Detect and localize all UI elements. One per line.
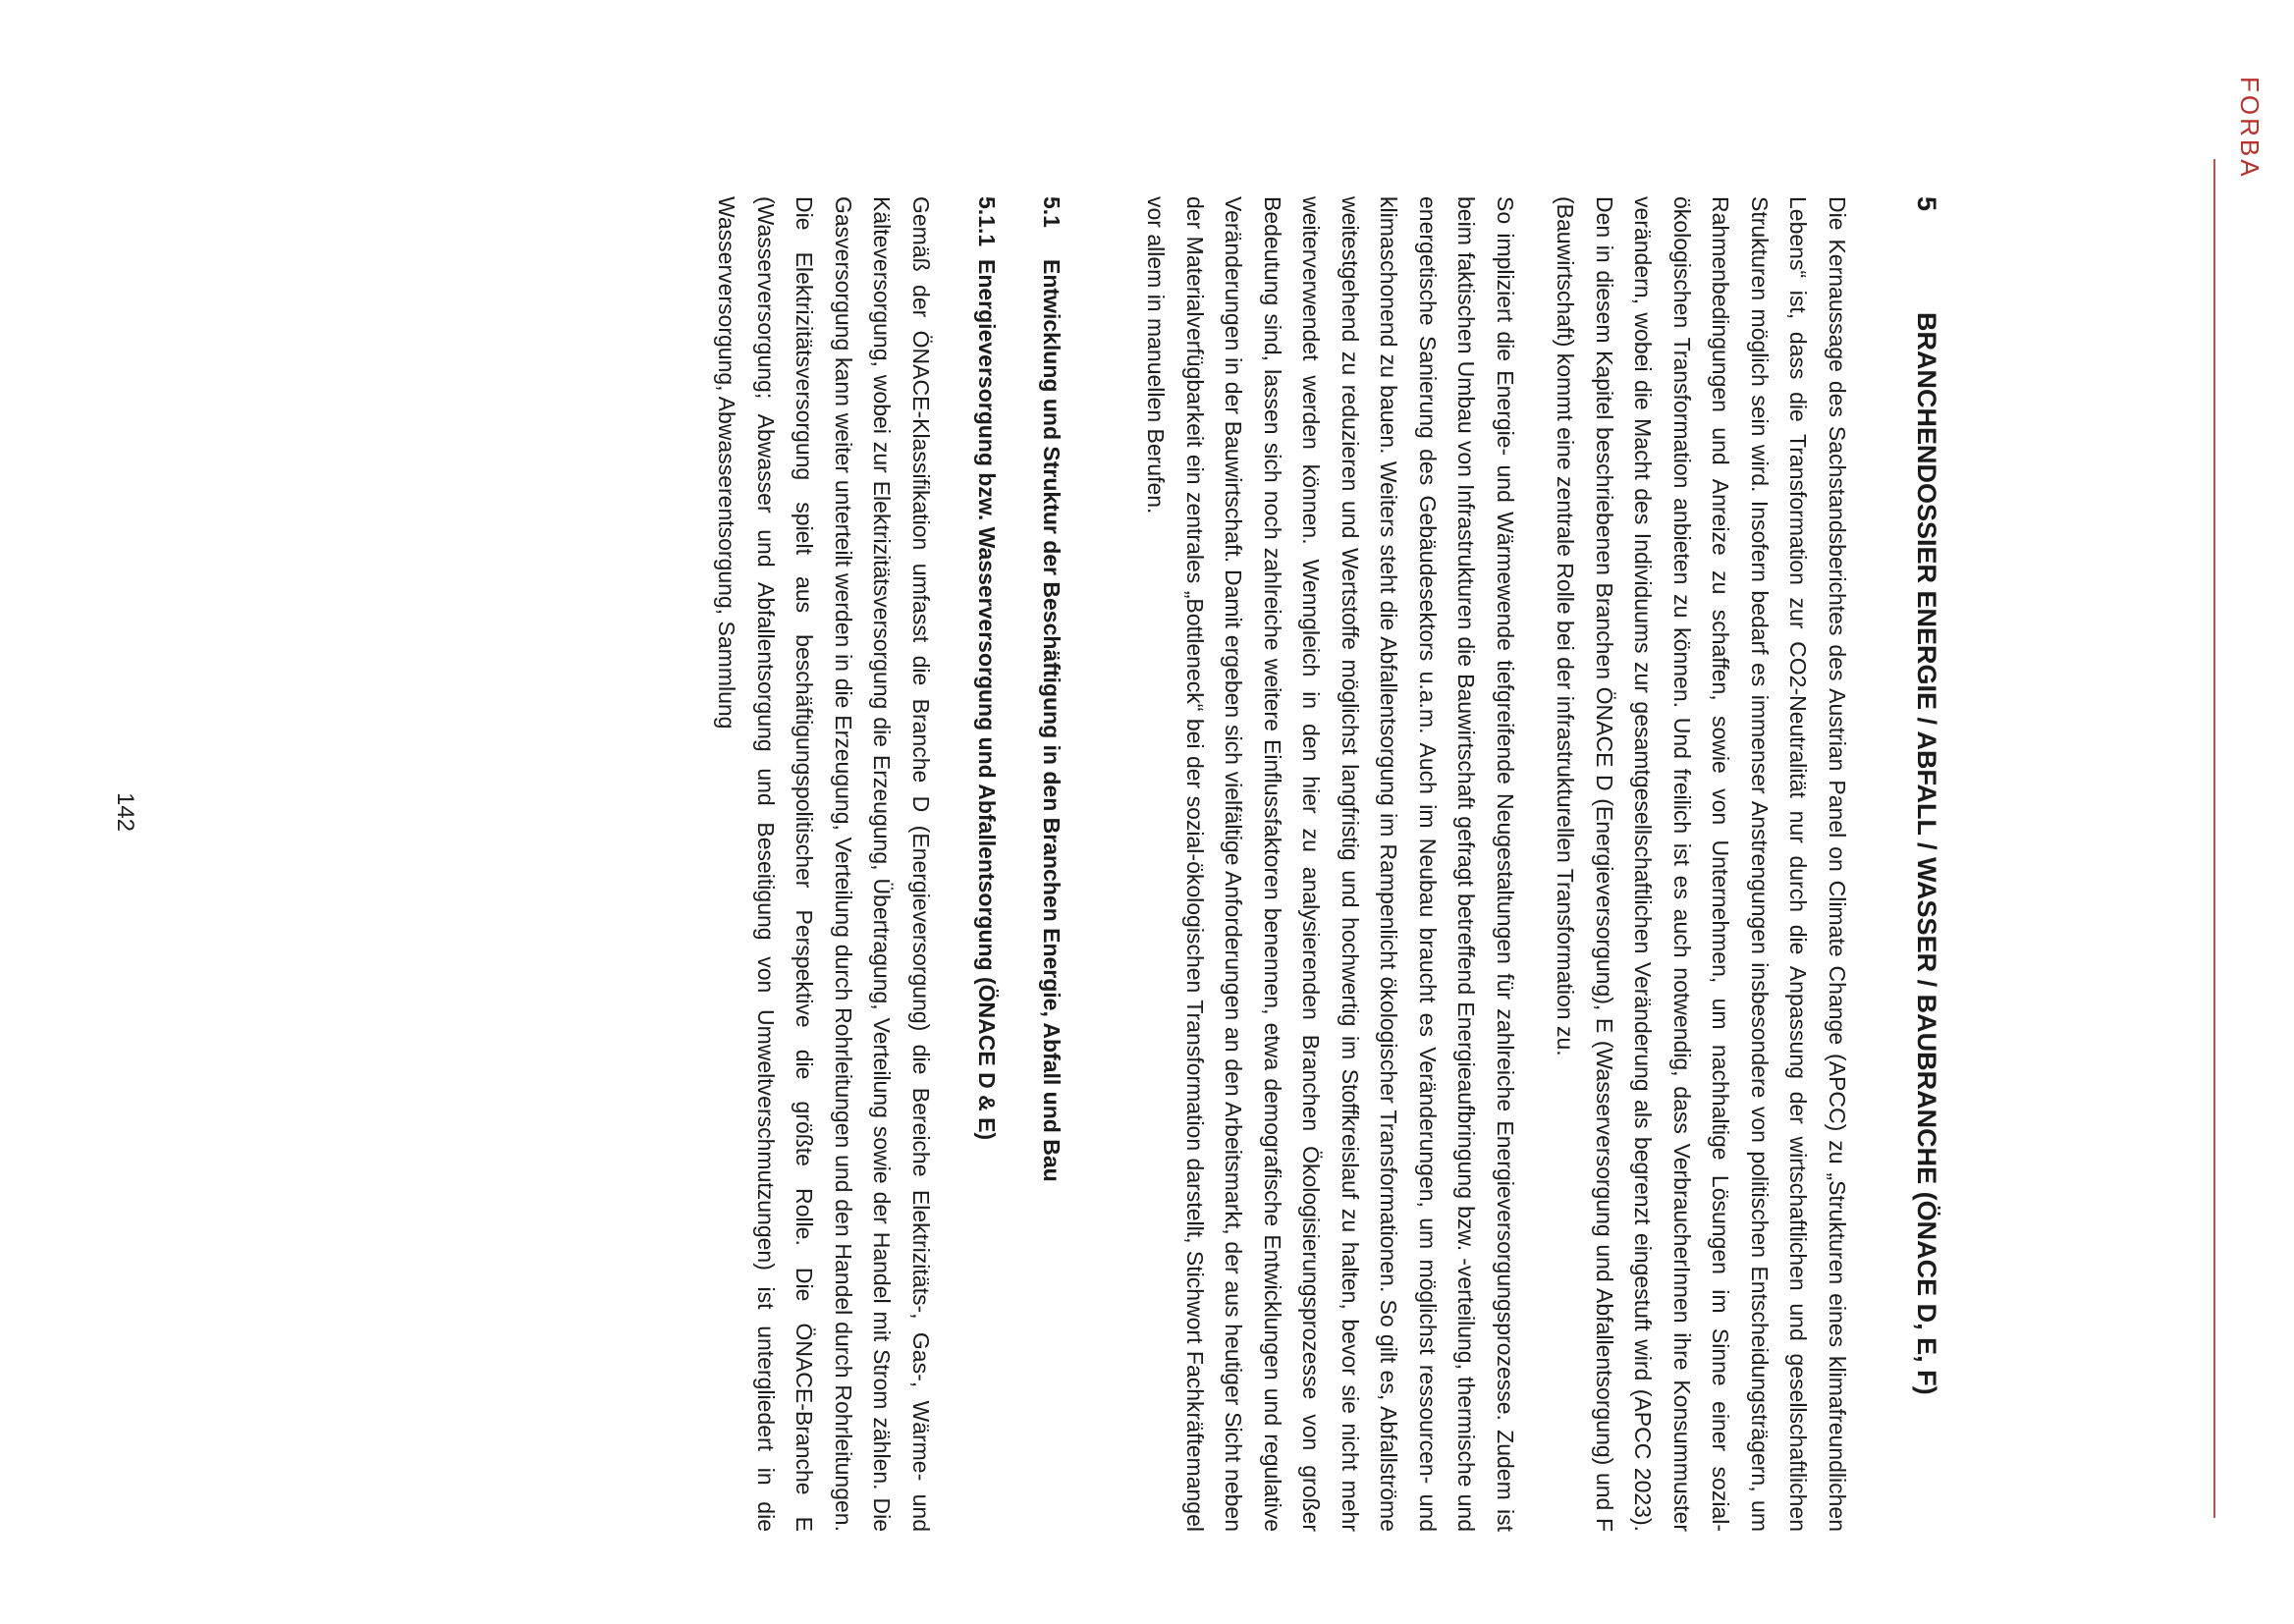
page-number: 142 [112, 791, 138, 833]
body-paragraph: Gemäß der ÖNACE-Klassifikation umfasst die Branche D (Energieversorgung) die Bereiche Elektrizitäts-, Gas-, Wärme- und Kälteversorgung, wobei zur Elektrizitätsversorgung die Erzeugung, Übertragung, Verteilung sowie der Handel mit Strom zählen. Die Gasversorgung kann weiter unterteilt werden in die Erzeugung, Verteilung durch Rohrleitungen und den Handel durch Rohrleitungen. Die Elektrizitätsversorgung spielt aus beschäftigungspolitischer Perspektive die größte Rolle. Die ÖNACE-Branche E (Wasserversorgung; Abwasser und Abfallentsorgung und Beseitigung von Umweltverschmutzungen) ist untergliedert in die Wasserversorgung, Abwasserentsorgung, Sammlung [714, 196, 934, 1532]
section-title: Entwicklung und Struktur der Beschäftigung in den Branchen Energie, Abfall und Bau [1039, 259, 1065, 1182]
page-content [685, 196, 1962, 1532]
brand-logo-text: FORBA [2235, 77, 2265, 180]
header-rule [2213, 159, 2215, 1518]
chapter-number: 5 [1912, 196, 1941, 212]
subsection-title: Energieversorgung bzw. Wasserversorgung und Abfallentsorgung (ÖNACE D & E) [974, 259, 1000, 1141]
subsection-heading [969, 196, 1005, 1532]
section-heading [1034, 196, 1069, 1532]
section-number: 5.1 [1039, 196, 1065, 228]
chapter-title: BRANCHENDOSSIER ENERGIE / ABFALL / WASSER / BAUBRANCHE (ÖNACE D, E, F) [1912, 312, 1941, 1395]
body-paragraph: Die Kernaussage des Sachstandsberichtes des Austrian Panel on Climate Change (APCC) zu „Strukturen eines klimafreundlichen Lebens“ ist, dass die Transformation zur CO2-Neutralität nur durch die Anpassung der wirtschaftlichen und gesellschaftlichen Strukturen möglich sein wird. Insofern bedarf es immenser Anstrengungen insbesondere von politischen Entscheidungsträgern, um Rahmenbedingungen und Anreize zu schaffen, sowie von Unternehmen, um nachhaltige Lösungen im Sinne einer sozial-ökologischen Transformation anbieten zu können. Und freilich ist es auch notwendig, dass VerbraucherInnen ihre Konsummuster verändern, wobei die Macht des Individuums zur gesamtgesellschaftlichen Veränderung als begrenzt eingestuft wird (APCC 2023). Den in diesem Kapitel beschriebenen Branchen ÖNACE D (Energieversorgung), E (Wasserversorgung und Abfallentsorgung) und F (Bauwirtschaft) kommt eine zentrale Rolle bei der infrastrukturellen Transformation zu. [1553, 196, 1850, 1532]
chapter-heading [1905, 196, 1948, 1532]
body-paragraph: So impliziert die Energie- und Wärmewende tiefgreifende Neugestaltungen für zahlreiche Energieversorgungsprozesse. Zudem ist beim faktischen Umbau von Infrastrukturen die Bauwirtschaft gefragt betreffend Energieaufbringung bzw. -verteilung, thermische und energetische Sanierung des Gebäudesektors u.a.m. Auch im Neubau braucht es Veränderungen, um möglichst ressourcen- und klimaschonend zu bauen. Weiters steht die Abfallentsorgung im Rampenlicht ökologischer Transformationen. So gilt es, Abfallströme weitestgehend zu reduzieren und Wertstoffe möglichst langfristig und hochwertig im Stoffkreislauf zu halten, bevor sie nicht mehr weiterverwendet werden können. Wenngleich in den hier zu analysierenden Branchen Ökologisierungsprozesse von großer Bedeutung sind, lassen sich noch zahlreiche weitere Einflussfaktoren benennen, etwa demografische Entwicklungen und regulative Veränderungen in der Bauwirtschaft. Damit ergeben sich vielfältige Anforderungen an den Arbeitsmarkt, der aus heutiger Sicht neben der Materialverfügbarkeit ein zentrales „Bottleneck“ bei der sozial-ökologischen Transformation darstellt, Stichwort Fachkräftemangel vor allem in manuellen Berufen. [1143, 196, 1518, 1532]
subsection-number: 5.1.1 [974, 196, 1000, 247]
